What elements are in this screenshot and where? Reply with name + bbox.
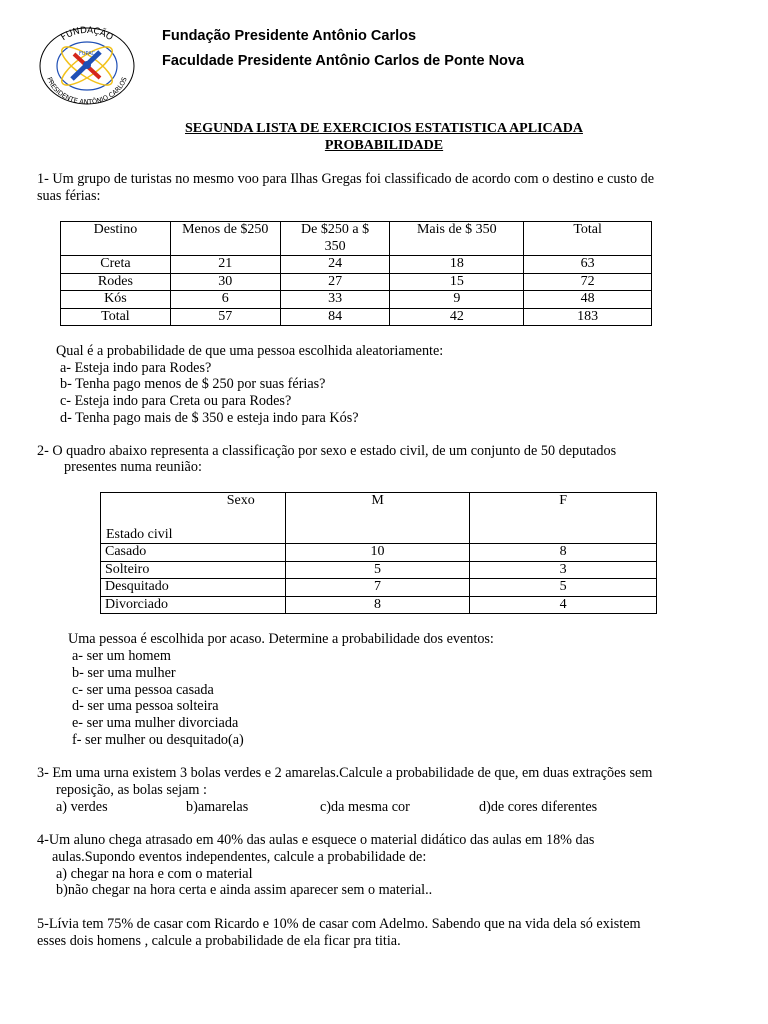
document-subtitle: PROBABILIDADE	[324, 138, 444, 153]
table-cell: Total	[61, 308, 171, 326]
q1-item-a: a- Esteja indo para Rodes?	[60, 360, 212, 376]
table-cell: 5	[285, 561, 470, 579]
header-cell: Total	[524, 222, 652, 256]
table-header-row	[61, 222, 652, 256]
q1-question: Qual é a probabilidade de que uma pessoa escolhida aleatoriamente:	[56, 343, 444, 359]
table-row	[61, 308, 652, 326]
institution-logo	[34, 24, 140, 106]
table-cell: 33	[280, 291, 390, 309]
table-row	[101, 544, 657, 562]
q1-intro-line2: suas férias:	[37, 188, 101, 204]
table-cell: 27	[280, 273, 390, 291]
table-cell: 3	[470, 561, 657, 579]
table-cell: 63	[524, 256, 652, 274]
table-cell: Creta	[61, 256, 171, 274]
q5-line2: esses dois homens , calcule a probabilidade de ela ficar pra titia.	[37, 933, 401, 949]
header-cell: Mais de $ 350	[390, 222, 524, 256]
table-cell: 8	[285, 596, 470, 614]
table-cell: Rodes	[61, 273, 171, 291]
header-cell	[101, 493, 286, 544]
table-cell: 48	[524, 291, 652, 309]
q2-item-a: a- ser um homem	[72, 648, 171, 664]
table-row	[61, 273, 652, 291]
q2-item-b: b- ser uma mulher	[72, 665, 176, 681]
table-cell: 6	[170, 291, 280, 309]
q1-item-b: b- Tenha pago menos de $ 250 por suas férias?	[60, 376, 326, 392]
table-row	[101, 596, 657, 614]
table-cell: 5	[470, 579, 657, 597]
table-cell: 84	[280, 308, 390, 326]
institution-name: Fundação Presidente Antônio Carlos	[162, 28, 417, 44]
q1-intro-line1: 1- Um grupo de turistas no mesmo voo para Ilhas Gregas foi classificado de acordo com o destino e custo de	[37, 171, 654, 187]
table-cell: Solteiro	[101, 561, 286, 579]
table-row	[61, 291, 652, 309]
logo-text-top: FUNDAÇÃO	[59, 25, 115, 44]
table-cell: 21	[170, 256, 280, 274]
header-estado-civil: Estado civil	[106, 526, 173, 542]
header-cell: Menos de $250	[170, 222, 280, 256]
table-cell: 183	[524, 308, 652, 326]
q5-line1: 5-Lívia tem 75% de casar com Ricardo e 10% de casar com Adelmo. Sabendo que na vida dela só existem	[37, 916, 641, 932]
q3-option-b: b)amarelas	[186, 799, 249, 815]
q4-option-b: b)não chegar na hora certa e ainda assim aparecer sem o material..	[56, 882, 433, 898]
table-cell: Divorciado	[101, 596, 286, 614]
table-cell: 9	[390, 291, 524, 309]
table-header-row	[101, 493, 657, 544]
q3-line2: reposição, as bolas sejam :	[56, 782, 207, 798]
q3-option-d: d)de cores diferentes	[479, 799, 598, 815]
header-cell	[280, 222, 390, 256]
q2-item-e: e- ser uma mulher divorciada	[72, 715, 239, 731]
table-cell: 30	[170, 273, 280, 291]
table-cell: 4	[470, 596, 657, 614]
q2-intro-line1: 2- O quadro abaixo representa a classificação por sexo e estado civil, de um conjunto de 50 deputados	[37, 443, 617, 459]
q4-line1: 4-Um aluno chega atrasado em 40% das aulas e esquece o material didático das aulas em 18% das	[37, 832, 595, 848]
table-cell: 24	[280, 256, 390, 274]
document-title: SEGUNDA LISTA DE EXERCICIOS ESTATISTICA APLICADA	[185, 121, 583, 136]
logo-text-bottom: PRESIDENTE ANTÔNIO CARLOS	[45, 76, 129, 106]
header-cell: M	[285, 493, 470, 544]
q2-item-d: d- ser uma pessoa solteira	[72, 698, 219, 714]
q1-item-c: c- Esteja indo para Creta ou para Rodes?	[60, 393, 292, 409]
table-row	[101, 561, 657, 579]
table-cell: 7	[285, 579, 470, 597]
table-cell: Casado	[101, 544, 286, 562]
table-row	[101, 579, 657, 597]
table-cell: Kós	[61, 291, 171, 309]
table-cell: 42	[390, 308, 524, 326]
q2-question: Uma pessoa é escolhida por acaso. Determine a probabilidade dos eventos:	[68, 631, 494, 647]
table-cell: 10	[285, 544, 470, 562]
q1-destination-table	[60, 221, 652, 326]
table-cell: 15	[390, 273, 524, 291]
table-cell: Desquitado	[101, 579, 286, 597]
q3-option-a: a) verdes	[56, 799, 108, 815]
header-text: De $250 a $	[301, 222, 370, 237]
table-cell: 72	[524, 273, 652, 291]
header-text: 350	[324, 238, 346, 254]
table-cell: 8	[470, 544, 657, 562]
q2-intro-line2: presentes numa reunião:	[64, 459, 202, 475]
q2-civil-status-table	[100, 492, 657, 614]
q2-item-c: c- ser uma pessoa casada	[72, 682, 214, 698]
faculty-name: Faculdade Presidente Antônio Carlos de Ponte Nova	[162, 53, 525, 69]
header-sexo: Sexo	[226, 493, 255, 508]
q3-line1: 3- Em uma urna existem 3 bolas verdes e 2 amarelas.Calcule a probabilidade de que, em duas extrações sem	[37, 765, 653, 781]
table-cell: 57	[170, 308, 280, 326]
header-cell: Destino	[61, 222, 171, 256]
table-row	[61, 256, 652, 274]
logo-text-center: FUPAC	[78, 51, 96, 57]
q2-item-f: f- ser mulher ou desquitado(a)	[72, 732, 244, 748]
q3-option-c: c)da mesma cor	[320, 799, 410, 815]
q1-item-d: d- Tenha pago mais de $ 350 e esteja indo para Kós?	[60, 410, 359, 426]
q4-line2: aulas.Supondo eventos independentes, calcule a probabilidade de:	[52, 849, 427, 865]
q4-option-a: a) chegar na hora e com o material	[56, 866, 253, 882]
header-cell: F	[470, 493, 657, 544]
table-cell: 18	[390, 256, 524, 274]
